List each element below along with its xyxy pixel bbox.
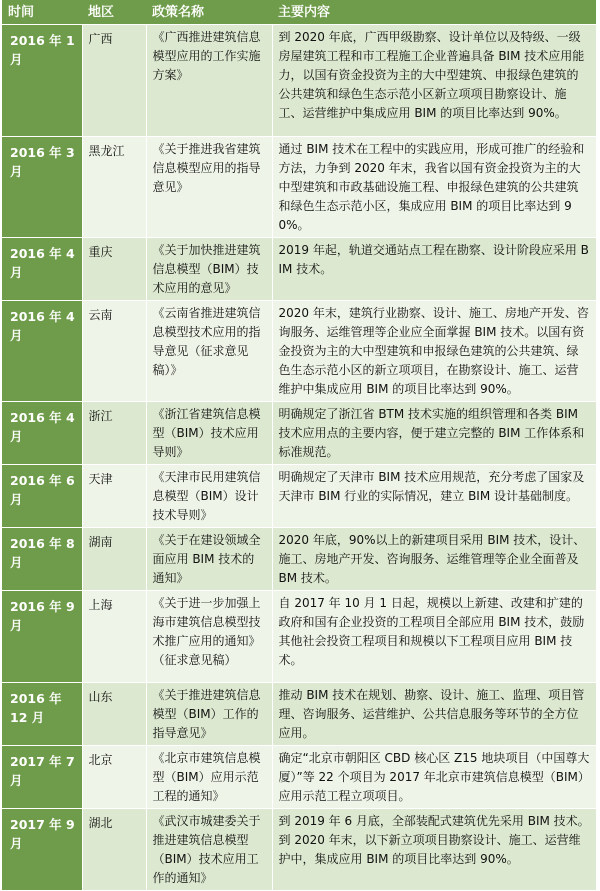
header-time: 时间 — [2, 0, 82, 25]
row-region: 北京 — [82, 746, 146, 809]
row-time: 2016 年 6 月 — [2, 465, 82, 528]
row-content: 确定“北京市朝阳区 CBD 核心区 Z15 地块项目（中国尊大厦）”等 22 个项目为 2017 年北京市建筑信息模型（BIM）应用示范工程立项项目。 — [272, 746, 596, 809]
row-content: 自 2017 年 10 月 1 日起，规模以上新建、改建和扩建的政府和国有企业投资的工程项目全部应用 BIM 技术，鼓励其他社会投资工程项目和规模以下工程项目应用 BIM 技术。 — [272, 591, 596, 683]
row-region: 浙江 — [82, 402, 146, 465]
row-policy: 《关于进一步加强上海市建筑信息模型技术推广应用的通知》（征求意见稿） — [146, 591, 272, 683]
row-region: 黑龙江 — [82, 137, 146, 238]
row-region: 上海 — [82, 591, 146, 683]
row-time: 2017 年 9 月 — [2, 809, 82, 891]
row-content: 到 2020 年底，广西甲级勘察、设计单位以及特级、一级房屋建筑工程和市工程施工企业普遍具备 BIM 技术应用能力，以国有资金投资为主的大中型建筑、申报绿色建筑的公共建筑和绿色生态示范小区新立项项目勘察设计、施工、运营维护中集成应用 BIM 的项目比率达到 90%。 — [272, 25, 596, 137]
table-row — [2, 528, 596, 591]
table-row — [2, 465, 596, 528]
row-time: 2016 年 1 月 — [2, 25, 82, 137]
row-time: 2016 年 9 月 — [2, 591, 82, 683]
row-policy: 《浙江省建筑信息模型（BIM）技术应用导则》 — [146, 402, 272, 465]
row-policy: 《关于在建设领域全面应用 BIM 技术的通知》 — [146, 528, 272, 591]
row-time: 2016 年 4 月 — [2, 238, 82, 301]
row-time: 2017 年 7 月 — [2, 746, 82, 809]
row-content: 到 2019 年 6 月底，全部装配式建筑优先采用 BIM 技术。到 2020 年末，以下新立项项目勘察设计、施工、运营维护中，集成应用 BIM 的项目比率达到 90%。 — [272, 809, 596, 891]
row-policy: 《云南省推进建筑信息模型技术应用的指导意见（征求意见稿）》 — [146, 301, 272, 402]
table-row — [2, 137, 596, 238]
row-content: 明确规定了天津市 BIM 技术应用规范，充分考虑了国家及天津市 BIM 行业的实际情况，建立 BIM 设计基础制度。 — [272, 465, 596, 528]
header-content: 主要内容 — [272, 0, 596, 25]
row-content: 明确规定了浙江省 BTM 技术实施的组织管理和各类 BIM 技术应用点的主要内容，便于建立完整的 BIM 工作体系和标准规范。 — [272, 402, 596, 465]
table-row — [2, 402, 596, 465]
row-time: 2016 年 4 月 — [2, 301, 82, 402]
row-region: 云南 — [82, 301, 146, 402]
row-policy: 《北京市建筑信息模型（BIM）应用示范工程的通知》 — [146, 746, 272, 809]
header-policy: 政策名称 — [146, 0, 272, 25]
row-time: 2016 年 4 月 — [2, 402, 82, 465]
row-policy: 《关于推进建筑信息模型（BIM）工作的指导意见》 — [146, 683, 272, 746]
row-time: 2016 年 8 月 — [2, 528, 82, 591]
table-row — [2, 25, 596, 137]
row-region: 天津 — [82, 465, 146, 528]
row-policy: 《关于推进我省建筑信息模型应用的指导意见》 — [146, 137, 272, 238]
row-content: 通过 BIM 技术在工程中的实践应用，形成可推广的经验和方法，力争到 2020 年末，我省以国有资金投资为主的大中型建筑和市政基础设施工程、申报绿色建筑的公共建筑和绿色生态示范小区，集成应用 BIM 的项目比率达到 90%。 — [272, 137, 596, 238]
row-region: 广西 — [82, 25, 146, 137]
table-row — [2, 683, 596, 746]
header-region: 地区 — [82, 0, 146, 25]
row-policy: 《武汉市城建委关于推进建筑信息模型（BIM）技术应用工作的通知》 — [146, 809, 272, 891]
row-time: 2016 年 3 月 — [2, 137, 82, 238]
row-region: 重庆 — [82, 238, 146, 301]
row-policy: 《广西推进建筑信息模型应用的工作实施方案》 — [146, 25, 272, 137]
row-time: 2016 年 12 月 — [2, 683, 82, 746]
row-content: 2019 年起，轨道交通站点工程在勘察、设计阶段应采用 BIM 技术。 — [272, 238, 596, 301]
row-content: 2020 年底，90%以上的新建项目采用 BIM 技术，设计、施工、房地产开发、咨询服务、运维管理等企业全面普及 BM 技术。 — [272, 528, 596, 591]
table-row — [2, 809, 596, 891]
row-policy: 《天津市民用建筑信息模型（BIM）设计技术导则》 — [146, 465, 272, 528]
row-region: 山东 — [82, 683, 146, 746]
row-region: 湖北 — [82, 809, 146, 891]
table-row — [2, 238, 596, 301]
table-row — [2, 746, 596, 809]
row-content: 推动 BIM 技术在规划、勘察、设计、施工、监理、项目管理、咨询服务、运营维护、公共信息服务等环节的全方位应用。 — [272, 683, 596, 746]
row-policy: 《关于加快推进建筑信息模型（BIM）技术应用的意见》 — [146, 238, 272, 301]
table-row — [2, 591, 596, 683]
table-header-row — [2, 0, 596, 25]
table-row — [2, 301, 596, 402]
row-region: 湖南 — [82, 528, 146, 591]
row-content: 2020 年末，建筑行业勘察、设计、施工、房地产开发、咨询服务、运维管理等企业应全面掌握 BIM 技术。以国有资金投资为主的大中型建筑和申报绿色建筑的公共建筑、绿色生态示范小区的新立项项目，在勘察设计、施工、运营维护中集成应用 BIM 的项目比率达到 90%。 — [272, 301, 596, 402]
policy-table — [2, 0, 596, 891]
